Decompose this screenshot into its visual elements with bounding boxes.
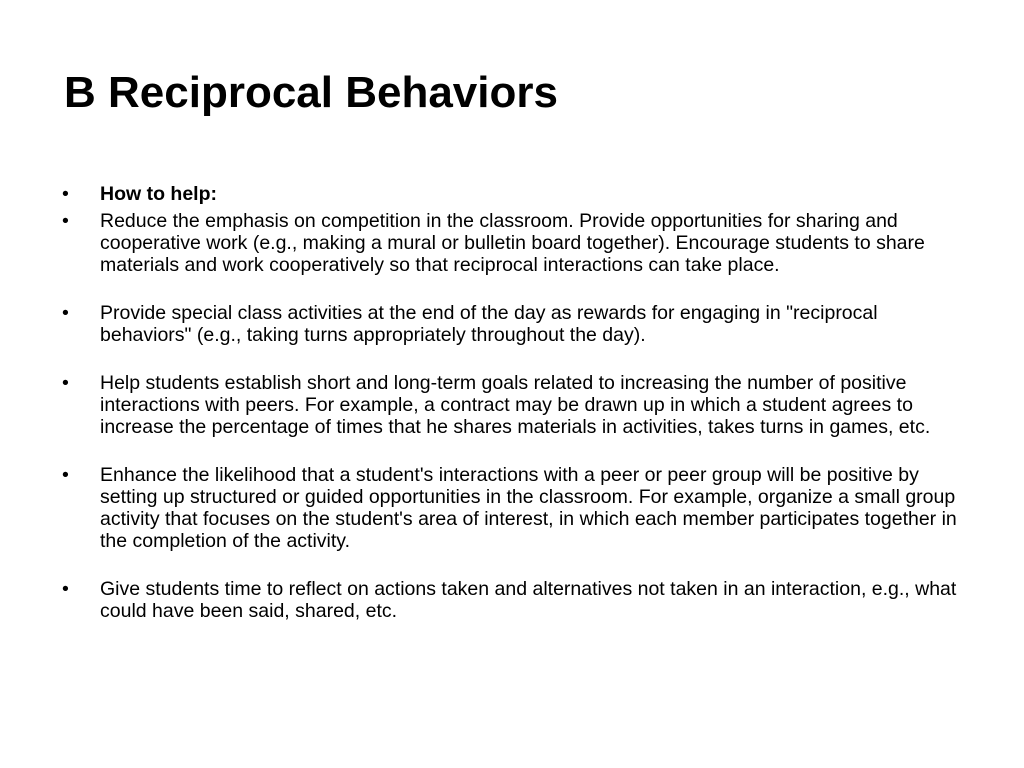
bullet-item bbox=[64, 210, 964, 276]
bullet-icon: • bbox=[62, 183, 69, 205]
bullet-icon: • bbox=[62, 464, 69, 486]
bullet-icon: • bbox=[62, 210, 69, 232]
bullet-text: Enhance the likelihood that a student's interactions with a peer or peer group will be positive by setting up structured or guided opportunities in the classroom. For example, organize a small group activity that focuses on the student's area of interest, in which each member participates together in the completion of the activity. bbox=[100, 464, 957, 552]
bullet-text: Give students time to reflect on actions taken and alternatives not taken in an interaction, e.g., what could have been said, shared, etc. bbox=[100, 578, 957, 622]
bullet-item bbox=[64, 183, 964, 205]
bullet-icon: • bbox=[62, 302, 69, 324]
bullet-text: Help students establish short and long-term goals related to increasing the number of positive interactions with peers. For example, a contract may be drawn up in which a student agrees to increase the percentage of times that he shares materials in activities, takes turns in games, etc. bbox=[100, 372, 931, 438]
bullet-icon: • bbox=[62, 372, 69, 394]
bullet-item bbox=[64, 464, 964, 552]
bullet-text: Provide special class activities at the end of the day as rewards for engaging in "reciprocal behaviors" (e.g., taking turns appropriately throughout the day). bbox=[100, 302, 878, 346]
bullet-item bbox=[64, 578, 964, 622]
slide-title: B Reciprocal Behaviors bbox=[64, 68, 558, 117]
bullet-text: How to help: bbox=[100, 183, 217, 205]
bullet-item bbox=[64, 372, 964, 438]
bullet-text: Reduce the emphasis on competition in the classroom. Provide opportunities for sharing and cooperative work (e.g., making a mural or bulletin board together). Encourage students to share materials and work cooperatively so that reciprocal interactions can take place. bbox=[100, 210, 925, 276]
bullet-list bbox=[64, 183, 964, 622]
bullet-icon: • bbox=[62, 578, 69, 600]
bullet-item bbox=[64, 302, 964, 346]
